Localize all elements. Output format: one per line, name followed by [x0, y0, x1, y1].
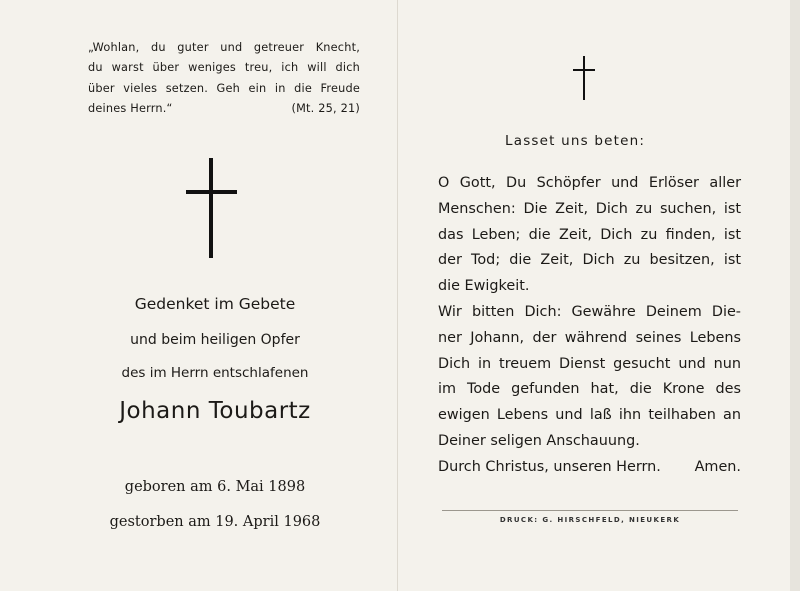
- prayer-title: Lasset uns beten:: [505, 133, 646, 149]
- memorial-intro: Gedenket im Gebete: [134, 295, 296, 313]
- verse-line: deines Herrn.“: [88, 102, 173, 116]
- prayer-line: im Tode gefunden hat, die Krone des: [438, 381, 741, 398]
- memorial-intro-2: und beim heiligen Opfer: [130, 332, 300, 348]
- prayer-closing-line: [438, 455, 741, 481]
- printer-credit: DRUCK: G. HIRSCHFELD, NIEUKERK: [499, 516, 681, 524]
- prayer-line: Menschen: Die Zeit, Dich zu suchen, ist: [438, 200, 741, 217]
- prayer-line: die Ewigkeit.: [438, 278, 530, 295]
- prayer-line: der Tod; die Zeit, Dich zu besitzen, ist: [438, 252, 741, 269]
- bible-verse: [88, 38, 360, 120]
- prayer-line: ner Johann, der während seines Lebens: [438, 329, 741, 346]
- prayer-line: O Gott, Du Schöpfer und Erlöser aller: [438, 175, 741, 191]
- page-edge: [790, 0, 800, 591]
- cross-icon: [573, 56, 595, 100]
- prayer-line: Wir bitten Dich: Gewähre Deinem Die-: [438, 303, 741, 320]
- prayer-line: ewigen Lebens und laß ihn teilhaben an: [438, 407, 741, 424]
- prayer-line: das Leben; die Zeit, Dich zu finden, ist: [438, 226, 741, 243]
- verse-last-line: [88, 99, 360, 119]
- cross-icon: [186, 158, 237, 258]
- memorial-intro-3: des im Herrn entschlafenen: [121, 365, 309, 381]
- prayer-line: Deiner seligen Anschauung.: [438, 432, 640, 449]
- prayer-text: [438, 171, 741, 481]
- verse-line: du warst über weniges treu, ich will dich: [88, 61, 360, 75]
- prayer-amen: Amen.: [694, 458, 741, 475]
- verse-line: „Wohlan, du guter und getreuer Knecht,: [88, 41, 360, 54]
- prayer-closing: Durch Christus, unseren Herrn.: [438, 458, 661, 475]
- deceased-name: Johann Toubartz: [119, 398, 311, 424]
- verse-line: über vieles setzen. Geh ein in die Freude: [88, 81, 360, 95]
- divider: [442, 510, 738, 511]
- prayer-line: Dich in treuem Dienst gesucht und nun: [438, 355, 741, 372]
- verse-reference: (Mt. 25, 21): [291, 102, 360, 116]
- death-date: gestorben am 19. April 1968: [109, 514, 321, 530]
- birth-date: geboren am 6. Mai 1898: [124, 479, 306, 495]
